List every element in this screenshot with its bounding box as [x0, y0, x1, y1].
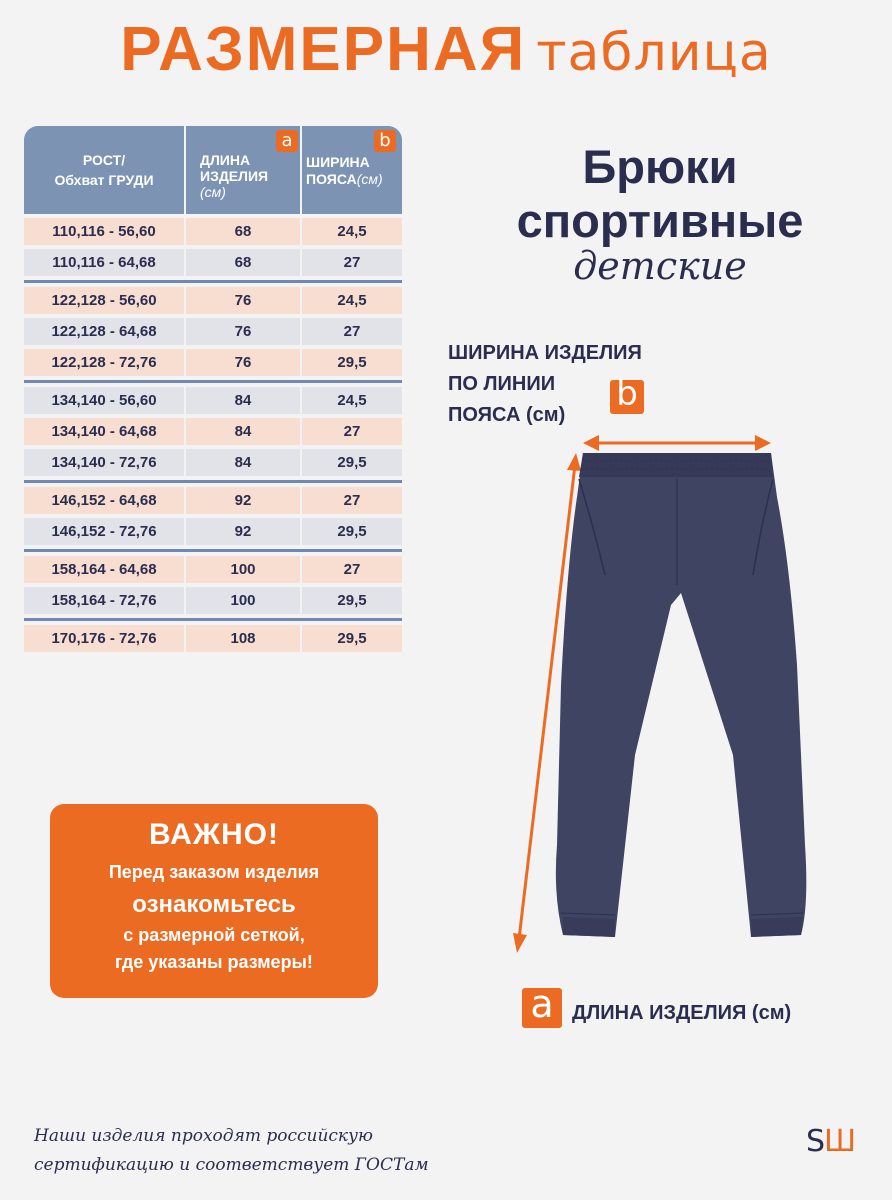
cell-length: 108: [186, 625, 300, 652]
cell-height-chest: 110,116 - 56,60: [24, 218, 184, 245]
header-height-label: РОСТ/: [82, 152, 126, 168]
certification-line2: сертификацию и соответствует ГОСТам: [34, 1155, 429, 1175]
cell-waist: 29,5: [302, 625, 402, 652]
cell-length: 84: [186, 387, 300, 414]
header-length-line2: ИЗДЕЛИЯ: [200, 168, 269, 184]
product-title-line1: Брюки: [582, 140, 738, 193]
cell-height-chest: 146,152 - 64,68: [24, 487, 184, 514]
cell-waist: 27: [302, 556, 402, 583]
cell-height-chest: 122,128 - 72,76: [24, 349, 184, 376]
waist-letter-b-badge: b: [610, 380, 644, 414]
cell-height-chest: 134,140 - 72,76: [24, 449, 184, 476]
cell-waist: 24,5: [302, 218, 402, 245]
table-row: [24, 218, 402, 245]
header-length: [186, 126, 300, 214]
cell-height-chest: 158,164 - 72,76: [24, 587, 184, 614]
table-row: [24, 387, 402, 414]
table-header: [24, 126, 402, 214]
important-notice: [50, 804, 378, 998]
cell-length: 76: [186, 287, 300, 314]
waist-label-line2: ПО ЛИНИИ: [448, 373, 556, 395]
cell-length: 100: [186, 587, 300, 614]
table-row: [24, 249, 402, 276]
waist-arrow: [583, 435, 771, 451]
cell-length: 100: [186, 556, 300, 583]
cell-waist: 27: [302, 318, 402, 345]
table-body: [24, 218, 402, 652]
important-line1: Перед заказом изделия: [108, 862, 320, 882]
page-heading: [0, 14, 892, 85]
table-row: [24, 518, 402, 545]
group-divider: [24, 618, 402, 621]
heading-bold: РАЗМЕРНАЯ: [120, 15, 527, 84]
waist-label-line1: ШИРИНА ИЗДЕЛИЯ: [448, 342, 642, 364]
important-title: ВАЖНО!: [149, 818, 279, 851]
cell-length: 76: [186, 318, 300, 345]
cell-height-chest: 158,164 - 64,68: [24, 556, 184, 583]
brand-logo: [806, 1124, 855, 1159]
table-row: [24, 418, 402, 445]
cell-height-chest: 134,140 - 56,60: [24, 387, 184, 414]
table-row: [24, 449, 402, 476]
cell-height-chest: 122,128 - 56,60: [24, 287, 184, 314]
cell-height-chest: 134,140 - 64,68: [24, 418, 184, 445]
cell-length: 68: [186, 218, 300, 245]
cell-length: 92: [186, 487, 300, 514]
certification-line1: Наши изделия проходят российскую: [34, 1126, 373, 1146]
length-label: ДЛИНА ИЗДЕЛИЯ (см): [572, 1002, 792, 1024]
header-waist-line1: ШИРИНА: [306, 154, 370, 170]
table-row: [24, 318, 402, 345]
length-letter-a-badge: a: [522, 988, 562, 1028]
waist-label-line3: ПОЯСА (см): [448, 404, 566, 426]
letter-a-badge: a: [276, 130, 298, 152]
cell-waist: 29,5: [302, 587, 402, 614]
cell-length: 68: [186, 249, 300, 276]
cell-length: 76: [186, 349, 300, 376]
table-row: [24, 487, 402, 514]
cell-waist: 27: [302, 249, 402, 276]
cell-length: 92: [186, 518, 300, 545]
header-waist-line2: ПОЯСА: [306, 171, 357, 187]
group-divider: [24, 280, 402, 283]
table-row: [24, 287, 402, 314]
heading-light: таблица: [536, 23, 772, 83]
cell-waist: 24,5: [302, 387, 402, 414]
pants-illustration: [505, 425, 825, 975]
product-title-line3: детские: [573, 244, 747, 288]
header-waist: [302, 126, 402, 214]
header-height-chest: [24, 126, 184, 214]
cell-waist: 29,5: [302, 449, 402, 476]
cell-waist: 27: [302, 418, 402, 445]
cell-length: 84: [186, 449, 300, 476]
table-row: [24, 349, 402, 376]
brand-logo-s: S: [806, 1124, 825, 1159]
header-waist-unit: (см): [356, 171, 383, 187]
cell-length: 84: [186, 418, 300, 445]
cell-waist: 24,5: [302, 287, 402, 314]
cell-waist: 29,5: [302, 349, 402, 376]
product-title-line2: спортивные: [516, 194, 804, 247]
group-divider: [24, 549, 402, 552]
group-divider: [24, 380, 402, 383]
header-chest-label: Обхват ГРУДИ: [54, 172, 154, 188]
header-length-unit: (см): [200, 184, 226, 200]
size-table: [24, 126, 402, 652]
cell-height-chest: 110,116 - 64,68: [24, 249, 184, 276]
table-row: [24, 625, 402, 652]
cell-height-chest: 146,152 - 72,76: [24, 518, 184, 545]
important-line2: ознакомьтесь: [132, 891, 296, 918]
product-title: [440, 140, 880, 288]
certification-note: [34, 1122, 429, 1180]
group-divider: [24, 480, 402, 483]
pants-shape: [556, 453, 806, 937]
cell-height-chest: 170,176 - 72,76: [24, 625, 184, 652]
cell-height-chest: 122,128 - 64,68: [24, 318, 184, 345]
brand-logo-sh: Ш: [824, 1124, 856, 1159]
important-line3: с размерной сеткой,: [123, 925, 305, 945]
letter-b-badge: b: [374, 130, 396, 152]
table-row: [24, 587, 402, 614]
important-line4: где указаны размеры!: [115, 952, 313, 972]
header-length-line1: ДЛИНА: [200, 152, 251, 168]
table-row: [24, 556, 402, 583]
cell-waist: 27: [302, 487, 402, 514]
cell-waist: 29,5: [302, 518, 402, 545]
